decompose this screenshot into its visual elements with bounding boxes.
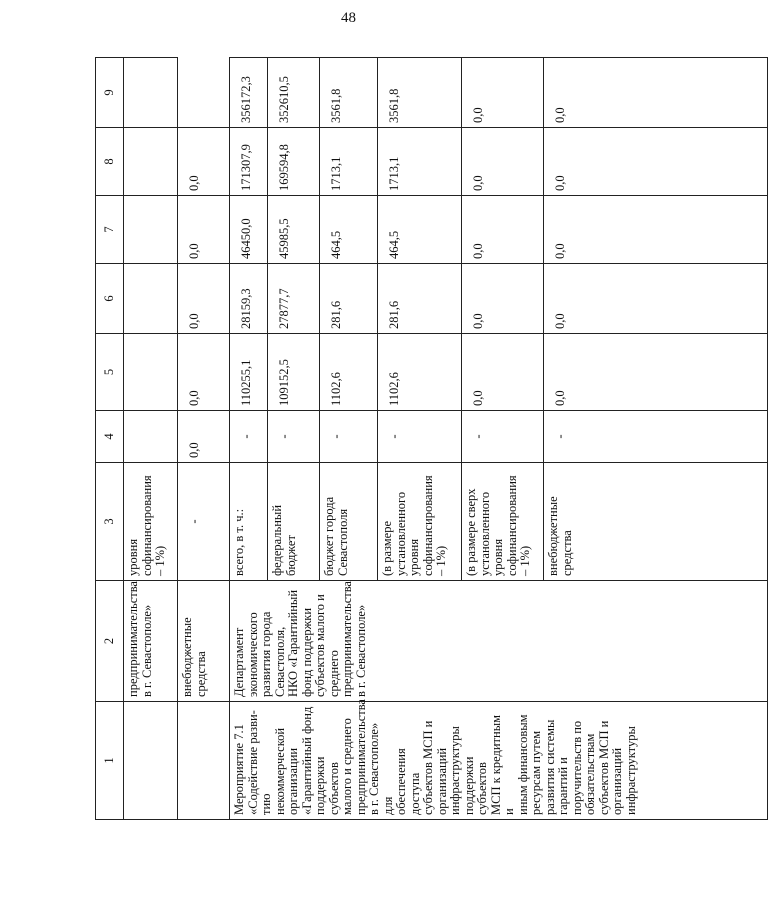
source-cell: (в размере сверх установленного уровня софинансирования – 1%) [462,463,544,581]
col-header-4: 4 [96,411,124,463]
value-cell [124,334,178,411]
value-cell: 28159,3 [230,264,268,334]
col-header-3: 3 [96,463,124,581]
value-cell: 0,0 [178,128,230,196]
value-cell [124,411,178,463]
value-cell: 0,0 [178,334,230,411]
value-cell: 3561,8 [378,58,462,128]
value-cell: - [378,411,462,463]
value-cell: 1102,6 [320,334,378,411]
col-header-2: 2 [96,581,124,702]
value-cell: 3561,8 [320,58,378,128]
value-cell: - [268,411,320,463]
source-cell: внебюджетные средства [178,581,230,702]
value-cell [124,196,178,264]
value-cell: 110255,1 [230,334,268,411]
executor-cell-continued: предпринимательства в г. Севастополе» [124,581,178,702]
budget-table [95,57,768,820]
header-row [96,58,124,820]
col-header-6: 6 [96,264,124,334]
value-cell: 464,5 [378,196,462,264]
table-row [178,58,230,820]
value-cell: 171307,9 [230,128,268,196]
activity-cell-continued [124,702,178,820]
col-header-8: 8 [96,128,124,196]
value-cell: 0,0 [462,334,544,411]
value-cell: 1713,1 [320,128,378,196]
source-cell: уровня софинансирования – 1%) [124,463,178,581]
value-cell: - [178,463,230,581]
value-cell: 352610,5 [268,58,320,128]
value-cell: 1102,6 [378,334,462,411]
value-cell: 464,5 [320,196,378,264]
value-cell: 0,0 [544,334,768,411]
value-cell: 1713,1 [378,128,462,196]
value-cell: - [320,411,378,463]
page-number: 48 [341,10,356,26]
value-cell: 0,0 [462,196,544,264]
value-cell: 0,0 [462,58,544,128]
source-cell: федеральный бюджет [268,463,320,581]
value-cell: 0,0 [178,196,230,264]
table-row [124,58,178,820]
col-header-1: 1 [96,702,124,820]
rotated-table-container [95,58,767,820]
value-cell: 0,0 [178,411,230,463]
value-cell [124,264,178,334]
activity-cell: Мероприятие 7.1 «Содействие разви- тию некоммерческой организации «Гарантийный фонд поддержки субъектов малого и среднего предпринимательства в г. Севастополе» для обеспечения доступа субъектов МСП и организаций инфраструктуры поддержки субъектов МСП к кредитным и иным финансовым ресурсам путем развития системы гарантий и поручительств по обязательствам субъектов МСП и организаций инфраструктуры [230,702,768,820]
value-cell: 27877,7 [268,264,320,334]
value-cell: 281,6 [320,264,378,334]
table-row [230,58,268,820]
col-header-5: 5 [96,334,124,411]
empty-cell [178,702,230,820]
value-cell: 46450,0 [230,196,268,264]
value-cell: 109152,5 [268,334,320,411]
value-cell [124,58,178,128]
col-header-7: 7 [96,196,124,264]
value-cell: - [230,411,268,463]
value-cell: 0,0 [544,58,768,128]
value-cell: 169594,8 [268,128,320,196]
source-cell: всего, в т. ч.: [230,463,268,581]
value-cell: 281,6 [378,264,462,334]
value-cell: 0,0 [544,196,768,264]
value-cell: 0,0 [178,264,230,334]
value-cell: 45985,5 [268,196,320,264]
value-cell: 0,0 [462,264,544,334]
value-cell: 356172,3 [230,58,268,128]
value-cell: - [544,411,768,463]
value-cell: 0,0 [544,128,768,196]
executor-cell: Департамент экономического развития города Севастополя, НКО «Гарантийный фонд поддержки субъектов малого и среднего предпринимательства в г. Севастополе» [230,581,768,702]
col-header-9: 9 [96,58,124,128]
value-cell: - [462,411,544,463]
source-cell: внебюджетные средства [544,463,768,581]
value-cell: 0,0 [544,264,768,334]
source-cell: бюджет города Севастополя [320,463,378,581]
value-cell [124,128,178,196]
source-cell: (в размере установленного уровня софинансирования – 1%) [378,463,462,581]
value-cell: 0,0 [462,128,544,196]
